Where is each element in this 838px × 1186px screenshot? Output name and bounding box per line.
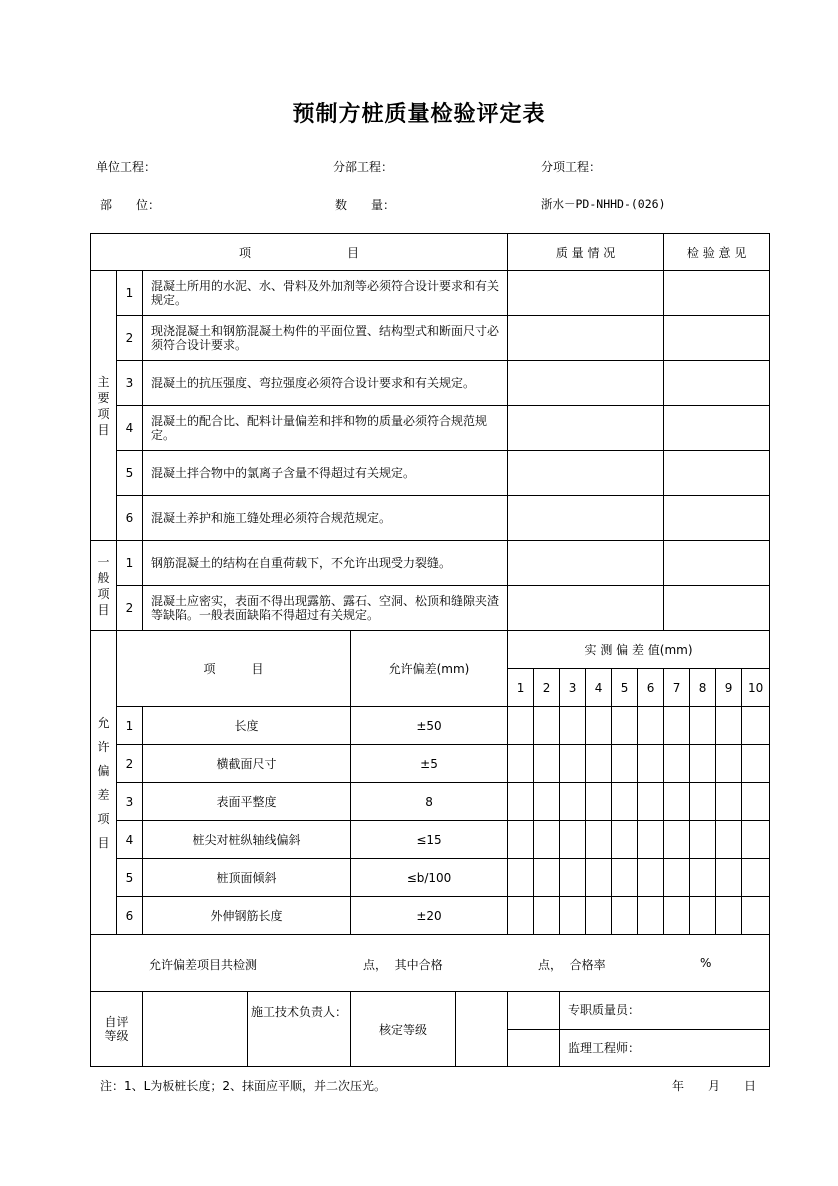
allow-item-tolerance: 8 bbox=[351, 783, 508, 821]
allow-item-no: 3 bbox=[117, 783, 143, 821]
measure-cell[interactable] bbox=[560, 897, 586, 935]
measure-cell[interactable] bbox=[534, 821, 560, 859]
general-item-no: 2 bbox=[117, 586, 143, 631]
measure-cell[interactable] bbox=[534, 859, 560, 897]
measure-cell[interactable] bbox=[664, 707, 690, 745]
measure-cell[interactable] bbox=[612, 821, 638, 859]
measure-cell[interactable] bbox=[560, 821, 586, 859]
supervisor-label: 监理工程师： bbox=[560, 1029, 770, 1067]
quality-cell[interactable] bbox=[508, 541, 664, 586]
position-label: 部 位： bbox=[100, 198, 161, 212]
main-item-text: 混凝土养护和施工缝处理必须符合规范规定。 bbox=[143, 496, 508, 541]
general-item-no: 1 bbox=[117, 541, 143, 586]
measure-cell[interactable] bbox=[716, 707, 742, 745]
measure-cell[interactable] bbox=[638, 745, 664, 783]
verify-cell bbox=[351, 992, 508, 1067]
measure-cell[interactable] bbox=[612, 897, 638, 935]
main-item-text: 混凝土的抗压强度、弯拉强度必须符合设计要求和有关规定。 bbox=[143, 361, 508, 406]
measure-cell[interactable] bbox=[638, 707, 664, 745]
allow-item-tolerance: ±5 bbox=[351, 745, 508, 783]
measure-cell[interactable] bbox=[586, 783, 612, 821]
allow-item-header: 项 目 bbox=[117, 631, 351, 707]
allow-item-name: 桩顶面倾斜 bbox=[143, 859, 351, 897]
measure-col-header: 3 bbox=[560, 669, 586, 707]
allow-item-no: 4 bbox=[117, 821, 143, 859]
inspection-table bbox=[90, 233, 770, 1067]
measure-cell[interactable] bbox=[638, 821, 664, 859]
measure-col-header: 2 bbox=[534, 669, 560, 707]
general-group-label: 一般项目 bbox=[91, 541, 117, 631]
quality-cell[interactable] bbox=[508, 586, 664, 631]
measure-cell[interactable] bbox=[664, 745, 690, 783]
main-item-text: 混凝土的配合比、配料计量偏差和拌和物的质量必须符合规范规定。 bbox=[143, 406, 508, 451]
measure-cell[interactable] bbox=[508, 783, 534, 821]
opinion-cell[interactable] bbox=[664, 316, 770, 361]
quality-cell[interactable] bbox=[508, 451, 664, 496]
allow-tolerance-header: 允许偏差(mm) bbox=[351, 631, 508, 707]
measure-cell[interactable] bbox=[508, 897, 534, 935]
measure-cell[interactable] bbox=[612, 745, 638, 783]
measure-cell[interactable] bbox=[664, 821, 690, 859]
quality-cell[interactable] bbox=[508, 316, 664, 361]
item-project-label: 分项工程： bbox=[541, 160, 602, 174]
summary-rate-label: 点， 合格率 bbox=[538, 958, 606, 972]
measure-col-header: 8 bbox=[690, 669, 716, 707]
page-title: 预制方桩质量检验评定表 bbox=[292, 102, 546, 127]
allow-item-tolerance: ±20 bbox=[351, 897, 508, 935]
measure-cell[interactable] bbox=[742, 745, 770, 783]
main-item-no: 3 bbox=[117, 361, 143, 406]
col-item-header: 项 目 bbox=[91, 234, 508, 271]
measure-cell[interactable] bbox=[586, 821, 612, 859]
main-item-text: 混凝土所用的水泥、水、骨料及外加剂等必须符合设计要求和有关规定。 bbox=[143, 271, 508, 316]
measure-cell[interactable] bbox=[534, 707, 560, 745]
allow-item-tolerance: ≤15 bbox=[351, 821, 508, 859]
measure-col-header: 10 bbox=[742, 669, 770, 707]
allow-item-no: 1 bbox=[117, 707, 143, 745]
allow-item-name: 桩尖对桩纵轴线偏斜 bbox=[143, 821, 351, 859]
main-item-no: 2 bbox=[117, 316, 143, 361]
main-item-no: 6 bbox=[117, 496, 143, 541]
division-project-label: 分部工程： bbox=[333, 160, 394, 174]
measure-cell[interactable] bbox=[586, 707, 612, 745]
measure-cell[interactable] bbox=[690, 745, 716, 783]
measure-cell[interactable] bbox=[716, 897, 742, 935]
measure-cell[interactable] bbox=[586, 745, 612, 783]
measure-cell[interactable] bbox=[716, 821, 742, 859]
measure-cell[interactable] bbox=[508, 821, 534, 859]
allow-item-no: 5 bbox=[117, 859, 143, 897]
allow-item-tolerance: ≤b/100 bbox=[351, 859, 508, 897]
main-item-no: 5 bbox=[117, 451, 143, 496]
general-item-text: 钢筋混凝土的结构在自重荷载下，不允许出现受力裂缝。 bbox=[143, 541, 508, 586]
measure-cell[interactable] bbox=[690, 707, 716, 745]
opinion-cell[interactable] bbox=[664, 271, 770, 316]
measure-cell[interactable] bbox=[560, 707, 586, 745]
measure-cell[interactable] bbox=[612, 707, 638, 745]
quality-cell[interactable] bbox=[508, 496, 664, 541]
measure-cell[interactable] bbox=[612, 859, 638, 897]
measure-col-header: 4 bbox=[586, 669, 612, 707]
verify-grade-cell[interactable] bbox=[456, 992, 507, 1066]
measure-cell[interactable] bbox=[534, 897, 560, 935]
unit-project-label: 单位工程： bbox=[96, 160, 157, 174]
measure-cell[interactable] bbox=[716, 783, 742, 821]
measure-cell[interactable] bbox=[534, 745, 560, 783]
measure-cell[interactable] bbox=[690, 859, 716, 897]
measure-cell[interactable] bbox=[534, 783, 560, 821]
measure-cell[interactable] bbox=[742, 859, 770, 897]
measure-col-header: 1 bbox=[508, 669, 534, 707]
measure-cell[interactable] bbox=[638, 859, 664, 897]
summary-pass-label: 点， 其中合格 bbox=[363, 958, 443, 972]
measure-cell[interactable] bbox=[586, 859, 612, 897]
opinion-cell[interactable] bbox=[664, 451, 770, 496]
main-group-label: 主要项目 bbox=[91, 271, 117, 541]
measure-col-header: 5 bbox=[612, 669, 638, 707]
main-item-no: 1 bbox=[117, 271, 143, 316]
opinion-cell[interactable] bbox=[664, 406, 770, 451]
measure-cell[interactable] bbox=[508, 745, 534, 783]
summary-count-label: 允许偏差项目共检测 bbox=[149, 958, 258, 972]
measure-cell[interactable] bbox=[560, 783, 586, 821]
verify-grade-cell-ext2[interactable] bbox=[508, 1029, 560, 1067]
main-item-no: 4 bbox=[117, 406, 143, 451]
allow-item-no: 2 bbox=[117, 745, 143, 783]
footer-note: 注：1、L为板桩长度；2、抹面应平顺，并二次压光。 bbox=[100, 1079, 386, 1093]
main-item-text: 现浇混凝土和钢筋混凝土构件的平面位置、结构型式和断面尺寸必须符合设计要求。 bbox=[143, 316, 508, 361]
quality-cell[interactable] bbox=[508, 361, 664, 406]
measure-cell[interactable] bbox=[560, 745, 586, 783]
verify-grade-label: 核定等级 bbox=[351, 992, 456, 1066]
measure-cell[interactable] bbox=[742, 783, 770, 821]
measure-cell[interactable] bbox=[638, 897, 664, 935]
summary-row bbox=[91, 935, 770, 992]
measure-cell[interactable] bbox=[508, 859, 534, 897]
measure-col-header: 7 bbox=[664, 669, 690, 707]
opinion-cell[interactable] bbox=[664, 541, 770, 586]
allow-item-name: 外伸钢筋长度 bbox=[143, 897, 351, 935]
allow-item-name: 长度 bbox=[143, 707, 351, 745]
measure-cell[interactable] bbox=[664, 783, 690, 821]
measure-cell[interactable] bbox=[742, 821, 770, 859]
measure-cell[interactable] bbox=[586, 897, 612, 935]
opinion-cell[interactable] bbox=[664, 496, 770, 541]
measure-cell[interactable] bbox=[742, 707, 770, 745]
tech-lead-label: 施工技术负责人： bbox=[250, 1005, 347, 1019]
measure-cell[interactable] bbox=[690, 783, 716, 821]
measure-cell[interactable] bbox=[664, 859, 690, 897]
self-eval-cell[interactable] bbox=[143, 992, 351, 1067]
summary-percent: % bbox=[700, 956, 712, 970]
measure-cell[interactable] bbox=[560, 859, 586, 897]
measure-cell[interactable] bbox=[742, 897, 770, 935]
allow-group-label: 允 许 偏 差 项 目 bbox=[91, 631, 117, 935]
opinion-cell[interactable] bbox=[664, 586, 770, 631]
measure-cell[interactable] bbox=[638, 783, 664, 821]
opinion-cell[interactable] bbox=[664, 361, 770, 406]
allow-item-name: 表面平整度 bbox=[143, 783, 351, 821]
measure-cell[interactable] bbox=[612, 783, 638, 821]
col-quality-header: 质 量 情 况 bbox=[508, 234, 664, 271]
general-item-text: 混凝土应密实，表面不得出现露筋、露石、空洞、松顶和缝隙夹渣等缺陷。一般表面缺陷不得超过有关规定。 bbox=[143, 586, 508, 631]
measure-col-header: 9 bbox=[716, 669, 742, 707]
verify-grade-cell-ext[interactable] bbox=[508, 992, 560, 1030]
measure-col-header: 6 bbox=[638, 669, 664, 707]
main-item-text: 混凝土拌合物中的氯离子含量不得超过有关规定。 bbox=[143, 451, 508, 496]
quality-cell[interactable] bbox=[508, 271, 664, 316]
measure-cell[interactable] bbox=[690, 821, 716, 859]
col-opinion-header: 检 验 意 见 bbox=[664, 234, 770, 271]
measured-deviation-header: 实 测 偏 差 值(mm) bbox=[508, 631, 770, 669]
measure-cell[interactable] bbox=[716, 859, 742, 897]
allow-item-tolerance: ±50 bbox=[351, 707, 508, 745]
quality-officer-label: 专职质量员： bbox=[560, 992, 770, 1030]
measure-cell[interactable] bbox=[664, 897, 690, 935]
measure-cell[interactable] bbox=[716, 745, 742, 783]
quantity-label: 数 量： bbox=[335, 198, 396, 212]
allow-item-no: 6 bbox=[117, 897, 143, 935]
measure-cell[interactable] bbox=[690, 897, 716, 935]
self-eval-label: 自评等级 bbox=[91, 992, 143, 1067]
measure-cell[interactable] bbox=[508, 707, 534, 745]
self-eval-grade-cell[interactable] bbox=[143, 992, 248, 1066]
footer-date: 年 月 日 bbox=[672, 1079, 757, 1093]
allow-item-name: 横截面尺寸 bbox=[143, 745, 351, 783]
form-code: 浙水－PD-NHHD-(026) bbox=[541, 197, 666, 211]
quality-cell[interactable] bbox=[508, 406, 664, 451]
